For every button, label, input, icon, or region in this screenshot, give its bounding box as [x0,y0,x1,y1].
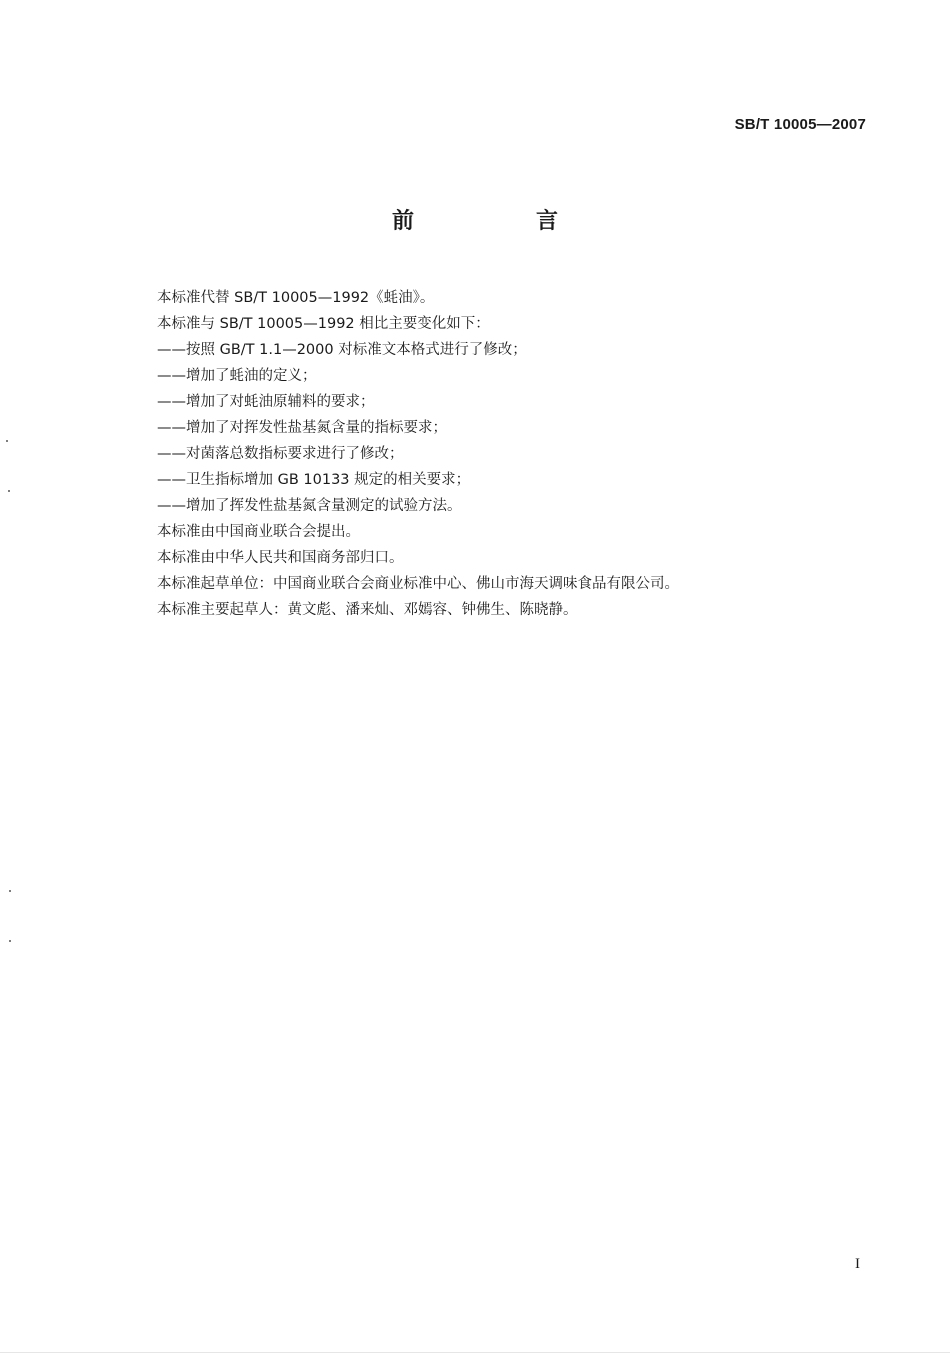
body-line: ——增加了蚝油的定义； [157,368,317,384]
page-bottom-edge [0,1352,950,1353]
page-number: I [855,1256,860,1272]
body-line: ——增加了对挥发性盐基氮含量的指标要求； [157,420,447,436]
page-title: 前 言 [391,209,608,234]
body-line: 本标准由中华人民共和国商务部归口。 [157,550,404,566]
body-line: 本标准主要起草人：黄文彪、潘来灿、邓嫣容、钟佛生、陈晓静。 [157,602,578,618]
body-line: 本标准由中国商业联合会提出。 [157,524,360,540]
scan-speck [9,890,11,892]
scan-speck [8,490,10,492]
body-line: ——对菌落总数指标要求进行了修改； [157,446,404,462]
body-line: 本标准代替 SB/T 10005—1992《蚝油》。 [157,290,435,306]
body-line: ——增加了对蚝油原辅料的要求； [157,394,375,410]
body-line: ——卫生指标增加 GB 10133 规定的相关要求； [157,472,471,488]
scan-speck [6,440,8,442]
scan-speck [9,940,11,942]
body-line: 本标准起草单位：中国商业联合会商业标准中心、佛山市海天调味食品有限公司。 [157,576,679,592]
body-line: 本标准与 SB/T 10005—1992 相比主要变化如下： [157,316,490,332]
body-line: ——按照 GB/T 1.1—2000 对标准文本格式进行了修改； [157,342,527,358]
body-line: ——增加了挥发性盐基氮含量测定的试验方法。 [157,498,462,514]
foreword-body [157,285,877,623]
standard-code: SB/T 10005—2007 [734,116,866,133]
